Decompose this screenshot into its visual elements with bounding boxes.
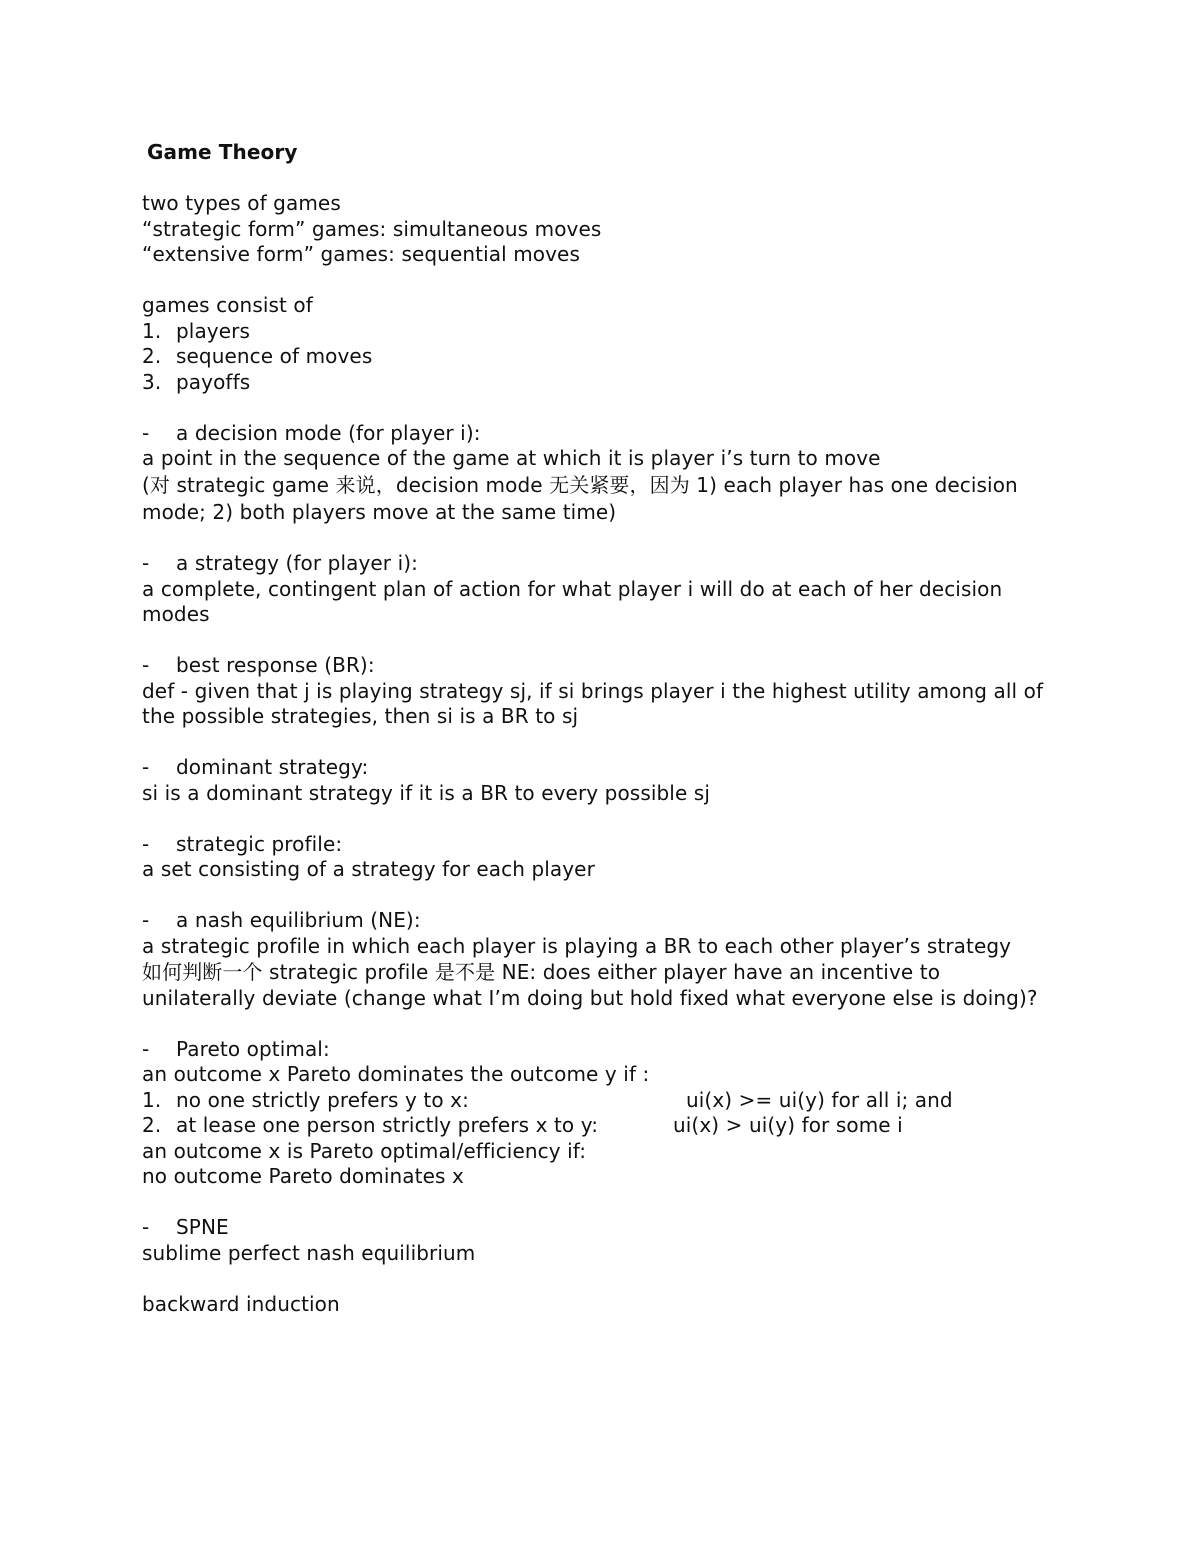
- decision-note: (对 strategic game 来说，decision mode 无关紧要，因为 1) each player has one decision mode; 2) both players move at the same time): [142, 472, 1018, 524]
- condition-text: at lease one person strictly prefers x to y:: [176, 1113, 599, 1137]
- decision-body: a point in the sequence of the game at which it is player i’s turn to move: [142, 446, 881, 470]
- pareto-optimal: an outcome x is Pareto optimal/efficiency if:: [142, 1138, 587, 1163]
- condition-formula: ui(x) >= ui(y) for all i; and: [686, 1087, 953, 1112]
- condition-formula: ui(x) > ui(y) for some i: [673, 1113, 903, 1137]
- pareto-condition: [142, 1113, 1062, 1139]
- dash-bullet: -: [142, 755, 150, 779]
- pareto-heading: - Pareto optimal:: [142, 1036, 330, 1061]
- ne-heading: - a nash equilibrium (NE):: [142, 908, 421, 932]
- strategy-body: a complete, contingent plan of action for what player i will do at each of her decision modes: [142, 576, 1003, 626]
- types-heading: two types of games: [142, 191, 341, 215]
- document-content: [142, 140, 1062, 1317]
- list-item: [142, 344, 1062, 370]
- list-number: 1.: [142, 318, 162, 343]
- br-heading: - best response (BR):: [142, 653, 375, 677]
- ne-body: a strategic profile in which each player is playing a BR to each other player’s strategy: [142, 933, 1012, 958]
- br-body: def - given that j is playing strategy sj, if si brings player i the highest utility among all of the possible strategies, then si is a BR to sj: [142, 678, 1044, 728]
- list-number: 3.: [142, 369, 162, 394]
- types-item: “strategic form” games: simultaneous moves: [142, 216, 602, 241]
- backward-induction: backward induction: [142, 1291, 340, 1316]
- list-number: 2.: [142, 344, 162, 368]
- spne-body: sublime perfect nash equilibrium: [142, 1240, 476, 1265]
- list-number: 1.: [142, 1087, 162, 1112]
- dash-bullet: -: [142, 653, 150, 677]
- types-item: “extensive form” games: sequential moves: [142, 242, 580, 266]
- ne-note: 如何判断一个 strategic profile 是不是 NE: does either player have an incentive to unilaterally deviate (change what I’m doing but hold fixed what everyone else is doing)?: [142, 960, 1038, 1010]
- list-item: [142, 370, 1062, 396]
- page-title: Game Theory: [147, 140, 298, 164]
- list-number: 2.: [142, 1113, 162, 1137]
- dash-bullet: -: [142, 831, 150, 856]
- consist-heading: games consist of: [142, 293, 313, 317]
- list-item: [142, 319, 1062, 345]
- pareto-condition: [142, 1088, 1062, 1114]
- list-text: payoffs: [176, 369, 251, 394]
- list-text: players: [176, 318, 250, 343]
- pareto-none: no outcome Pareto dominates x: [142, 1164, 464, 1188]
- decision-heading: - a decision mode (for player i):: [142, 420, 481, 445]
- dash-bullet: -: [142, 1036, 150, 1061]
- pareto-intro: an outcome x Pareto dominates the outcome y if :: [142, 1062, 650, 1086]
- profile-body: a set consisting of a strategy for each player: [142, 857, 595, 881]
- dash-bullet: -: [142, 551, 150, 575]
- condition-text: no one strictly prefers y to x:: [176, 1087, 469, 1112]
- dash-bullet: -: [142, 420, 150, 445]
- dominant-heading: - dominant strategy:: [142, 755, 369, 779]
- strategy-heading: - a strategy (for player i):: [142, 551, 418, 575]
- dash-bullet: -: [142, 908, 150, 932]
- dominant-body: si is a dominant strategy if it is a BR to every possible sj: [142, 780, 710, 805]
- profile-heading: - strategic profile:: [142, 831, 343, 856]
- spne-heading: - SPNE: [142, 1215, 229, 1239]
- list-text: sequence of moves: [176, 344, 373, 368]
- dash-bullet: -: [142, 1215, 150, 1239]
